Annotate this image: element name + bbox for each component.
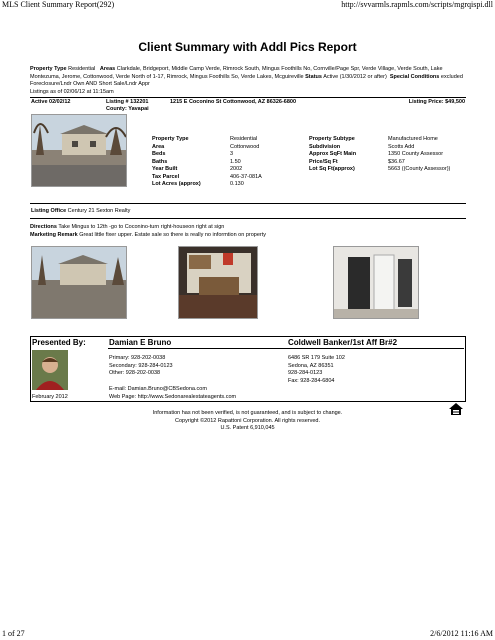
- listing-number: Listing # 132201: [106, 99, 149, 105]
- listing-address: 1215 E Coconino St Cottonwood, AZ 86326-6800: [170, 99, 297, 105]
- listing-price: Listing Price: $49,500: [408, 99, 465, 105]
- additional-photo-kitchen[interactable]: [178, 246, 258, 319]
- agent-company: Coldwell Banker/1st Aff Br#2: [288, 338, 398, 347]
- details-right-values: Manufactured Home Scotts Add 1350 County Assessor $36.67 5663 ((County Assessor)): [388, 136, 451, 172]
- details-left-values: Residential Cottonwood 3 1.50 2002 406-37-081A 0.130: [230, 136, 262, 187]
- listing-county: County: Yavapai: [106, 106, 149, 112]
- listing-office: Listing Office Century 21 Sexton Realty: [31, 208, 131, 214]
- agent-phones: Primary: 928-202-0038 Secondary: 928-284-0123 Other: 928-202-0038: [109, 355, 173, 376]
- page-title: Client Summary with Addl Pics Report: [138, 40, 357, 54]
- details-left-labels: Property Type Area Beds Baths Year Built Tax Parcel Lot Acres (approx): [152, 136, 201, 187]
- agent-info-box: [30, 336, 466, 402]
- details-right-labels: Property Subtype Subdivision Approx SqFt Main Price/Sq Ft Lot Sq Ft(approx): [309, 136, 357, 172]
- directions-remarks: Directions Take Mingus to 12th -go to Coconino-turn right-houseon right at sign Marketing Remark Great little fixer upper. Estate sale so there is really no informtion on property: [30, 224, 267, 238]
- report-date: February 2012: [32, 394, 68, 400]
- divider: [30, 218, 466, 219]
- print-timestamp: 2/6/2012 11:16 AM: [430, 629, 493, 638]
- agent-name: Damian E Bruno: [109, 338, 172, 347]
- divider: [108, 348, 464, 349]
- agent-web-page[interactable]: Web Page: http://www.Sedonarealestateagents.com: [109, 394, 237, 400]
- equal-housing-icon: [448, 402, 464, 418]
- report-header-title: MLS Client Summary Report(292): [2, 0, 115, 9]
- search-criteria: Property Type Residential Areas Clarkdale, Bridgeport, Middle Camp Verde, Rimrock South, Mingus Foothills No, Cornville/Page Spr, Verde Village, Verde South, Lake Montezuma, Jerome, Cottonwood, Verde North of 1-17, Rimrock, Mingus Foothills So, Verde Lakes, Mcguireville Status Active (1/30/2012 or after) Special Conditions excluded Foreclosure/Lndr Own AND Short Sale/Lndr Appr Listings as of 02/06/12 at 11:15am: [30, 66, 463, 95]
- divider: [30, 97, 466, 98]
- disclaimer: Information has not been verified, is not guaranteed, and is subject to change. Copyright ©2012 Rapattoni Corporation. All rights reserved. U.S. Patent 6,910,045: [152, 410, 343, 431]
- agent-avatar: [32, 350, 68, 390]
- presented-by-label: Presented By:: [32, 338, 86, 347]
- page-number: 1 of 27: [2, 629, 25, 638]
- office-address: 6486 SR 179 Suite 102 Sedona, AZ 86351 928-284-0123 Fax: 928-284-6804: [288, 355, 345, 384]
- additional-photo-exterior[interactable]: [31, 246, 127, 319]
- additional-photo-interior[interactable]: [333, 246, 419, 319]
- agent-email[interactable]: E-mail: Damian.Bruno@CBSedona.com: [109, 386, 207, 392]
- listing-status-date: Active 02/02/12: [31, 99, 71, 105]
- report-header-url[interactable]: http://svvarmls.rapmls.com/scripts/mgrqispi.dll: [341, 0, 493, 9]
- main-listing-photo[interactable]: [31, 114, 127, 187]
- divider: [30, 203, 466, 204]
